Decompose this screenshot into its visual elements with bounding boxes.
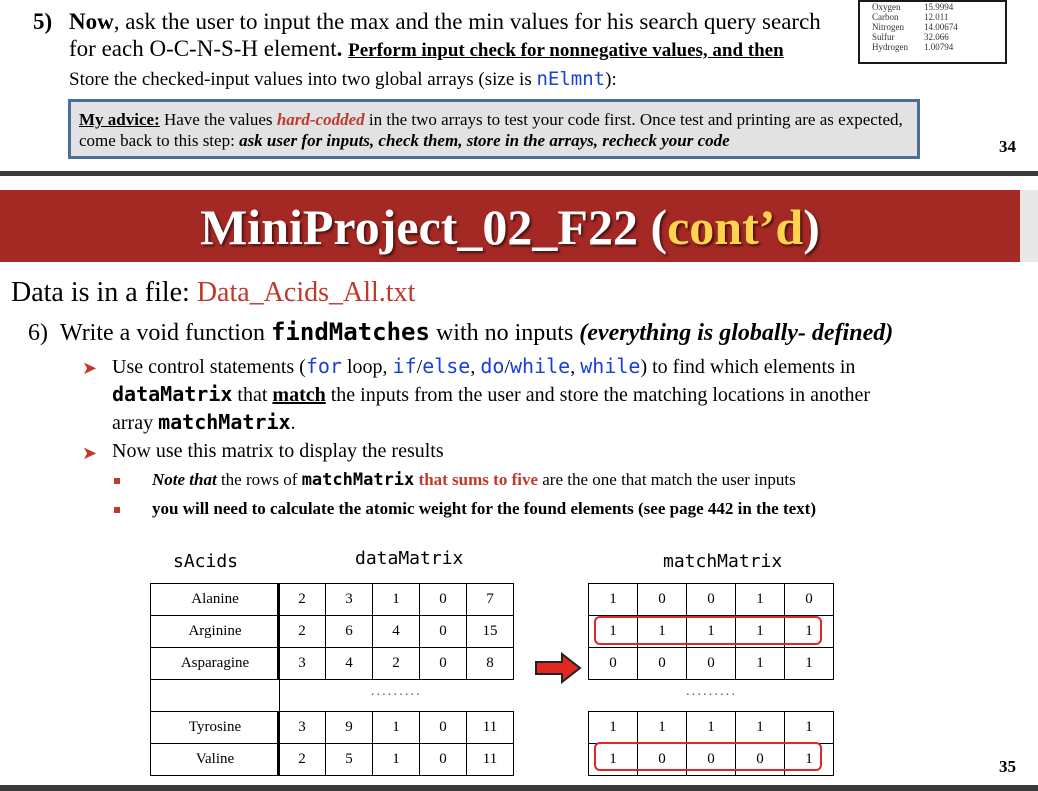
element-row: Nitrogen 14.00674 (872, 22, 958, 32)
right-arrow-icon (534, 652, 582, 684)
table-cell: 7 (467, 584, 514, 616)
slide-divider (0, 785, 1038, 791)
advice-label: My advice: (79, 110, 160, 129)
table-cell: 1 (589, 616, 638, 648)
table-cell: 0 (638, 744, 687, 776)
table-cell: 1 (373, 712, 420, 744)
match-row (589, 712, 834, 744)
table-cell: 1 (785, 616, 834, 648)
bullet-1: Use control statements (for loop, if/else, do/while, while) to find which elements in dataMatrix that match the inputs from the user and store the matching locations in another array matchMatrix. (112, 354, 871, 434)
item-6-number: 6) (28, 320, 48, 346)
match-highlight-box (594, 742, 822, 771)
item-5-underline: Perform input check for nonnegative values, and then (348, 40, 784, 61)
table-cell: 0 (589, 648, 638, 680)
table-cell: 0 (420, 712, 467, 744)
table-cell: 0 (420, 616, 467, 648)
sub-bullet-1: Note that the rows of matchMatrix that sums to five are the one that match the user inputs (152, 470, 796, 490)
table-cell: 1 (736, 712, 785, 744)
item-6: 6) Write a void function findMatches with no inputs (everything is globally- defined) (28, 318, 894, 346)
header-matchmatrix: matchMatrix (663, 551, 783, 572)
table-cell: 1 (589, 744, 638, 776)
element-row: Carbon 12.011 (872, 12, 949, 22)
sacids-table (150, 583, 280, 776)
table-cell: 0 (638, 648, 687, 680)
acid-row (151, 680, 280, 712)
match-row (589, 584, 834, 616)
datamatrix-table (277, 583, 514, 776)
table-cell: 9 (326, 712, 373, 744)
page-number-35: 35 (999, 757, 1016, 776)
table-cell: 0 (736, 744, 785, 776)
page-number-34: 34 (999, 137, 1016, 156)
arrow-bullet-icon: ➤ (82, 358, 98, 378)
acid-row (151, 648, 280, 680)
table-cell: 1 (373, 584, 420, 616)
item-6-emphasis: (everything is globally- defined) (579, 320, 894, 346)
table-cell: 0 (420, 584, 467, 616)
table-cell: 0 (687, 584, 736, 616)
table-cell: Valine (151, 744, 280, 776)
data-row (278, 648, 514, 680)
table-cell: 1 (785, 712, 834, 744)
table-cell: 3 (278, 648, 326, 680)
ellipsis-row (278, 680, 514, 712)
acid-row (151, 616, 280, 648)
item-6-code: findMatches (270, 318, 430, 346)
table-cell: Asparagine (151, 648, 280, 680)
table-cell: 3 (278, 712, 326, 744)
table-cell: 11 (467, 744, 514, 776)
table-cell: 11 (467, 712, 514, 744)
table-cell: 2 (373, 648, 420, 680)
match-highlight-box (594, 616, 822, 645)
data-row (278, 712, 514, 744)
element-row: Sulfur 32.066 (872, 32, 949, 42)
table-cell: 8 (467, 648, 514, 680)
table-cell: 2 (278, 616, 326, 648)
table-cell: 6 (326, 616, 373, 648)
table-cell: 0 (687, 648, 736, 680)
table-cell: 1 (785, 648, 834, 680)
table-cell: 5 (326, 744, 373, 776)
advice-box: My advice: Have the values hard-codded in the two arrays to test your code first. Once test and printing are as expected, come back to this step: ask user for inputs, check them, store in the arrays, recheck your code (68, 99, 920, 159)
table-cell: 1 (736, 584, 785, 616)
item-5 (33, 8, 823, 93)
table-cell: 1 (638, 712, 687, 744)
ellipsis-row (589, 680, 834, 712)
table-cell (151, 680, 280, 712)
table-cell: 0 (420, 744, 467, 776)
data-file-name: Data_Acids_All.txt (196, 277, 416, 308)
data-file-line: Data is in a file: Data_Acids_All.txt (11, 277, 416, 308)
table-cell: Alanine (151, 584, 280, 616)
header-sacids: sAcids (173, 551, 239, 572)
banner-edge (1020, 190, 1038, 262)
slide-title: MiniProject_02_F22 (cont’d) (200, 199, 820, 255)
table-cell: 1 (687, 712, 736, 744)
table-cell: 1 (589, 584, 638, 616)
table-cell: 0 (785, 584, 834, 616)
table-cell: Arginine (151, 616, 280, 648)
table-cell: 1 (736, 616, 785, 648)
advice-tail: ask user for inputs, check them, store in the arrays, recheck your code (239, 131, 730, 150)
table-cell: 4 (326, 648, 373, 680)
table-cell: 0 (420, 648, 467, 680)
acid-row (151, 744, 280, 776)
element-row: Oxygen 15.9994 (872, 2, 954, 12)
header-datamatrix: dataMatrix (355, 548, 464, 569)
item-5-lead: Now (69, 9, 114, 34)
table-cell: 2 (278, 744, 326, 776)
square-bullet-icon (114, 478, 120, 484)
table-cell: 1 (589, 712, 638, 744)
table-cell: 1 (785, 744, 834, 776)
table-cell: 1 (638, 616, 687, 648)
advice-hardcoded: hard-codded (276, 110, 365, 129)
table-cell: 1 (373, 744, 420, 776)
element-row: Hydrogen 1.00794 (872, 42, 954, 52)
table-cell: 1 (687, 616, 736, 648)
item-5-text2: Store the checked-input values into two global arrays (size is (69, 69, 537, 90)
acid-row (151, 584, 280, 616)
table-cell: 0 (687, 744, 736, 776)
match-row (589, 648, 834, 680)
table-cell: Tyrosine (151, 712, 280, 744)
slide-divider (0, 171, 1038, 176)
table-cell: 3 (326, 584, 373, 616)
table-cell: 4 (373, 616, 420, 648)
item-5-number: 5) (33, 9, 53, 34)
item-5-period: . (336, 36, 343, 61)
table-cell: 2 (278, 584, 326, 616)
square-bullet-icon (114, 507, 120, 513)
sub-bullet-2: you will need to calculate the atomic weight for the found elements (see page 442 in the text) (152, 499, 816, 518)
data-row (278, 744, 514, 776)
item-5-text3: ): (605, 69, 617, 90)
table-cell: 15 (467, 616, 514, 648)
data-row (278, 584, 514, 616)
table-cell: ········· (278, 680, 514, 712)
data-row (278, 616, 514, 648)
table-cell: ········· (589, 680, 834, 712)
title-highlight: cont’d (667, 199, 804, 255)
item-5-code: nElmnt (536, 68, 606, 90)
item-5-text1: , ask the user to input the max and the min values for his search query search for each O-C-N-S-H element (69, 9, 821, 61)
bullet-2: Now use this matrix to display the results (112, 440, 444, 462)
table-cell: 0 (638, 584, 687, 616)
acid-row (151, 712, 280, 744)
element-weight-table (858, 0, 1007, 64)
arrow-bullet-icon: ➤ (82, 443, 98, 463)
table-cell: 1 (736, 648, 785, 680)
